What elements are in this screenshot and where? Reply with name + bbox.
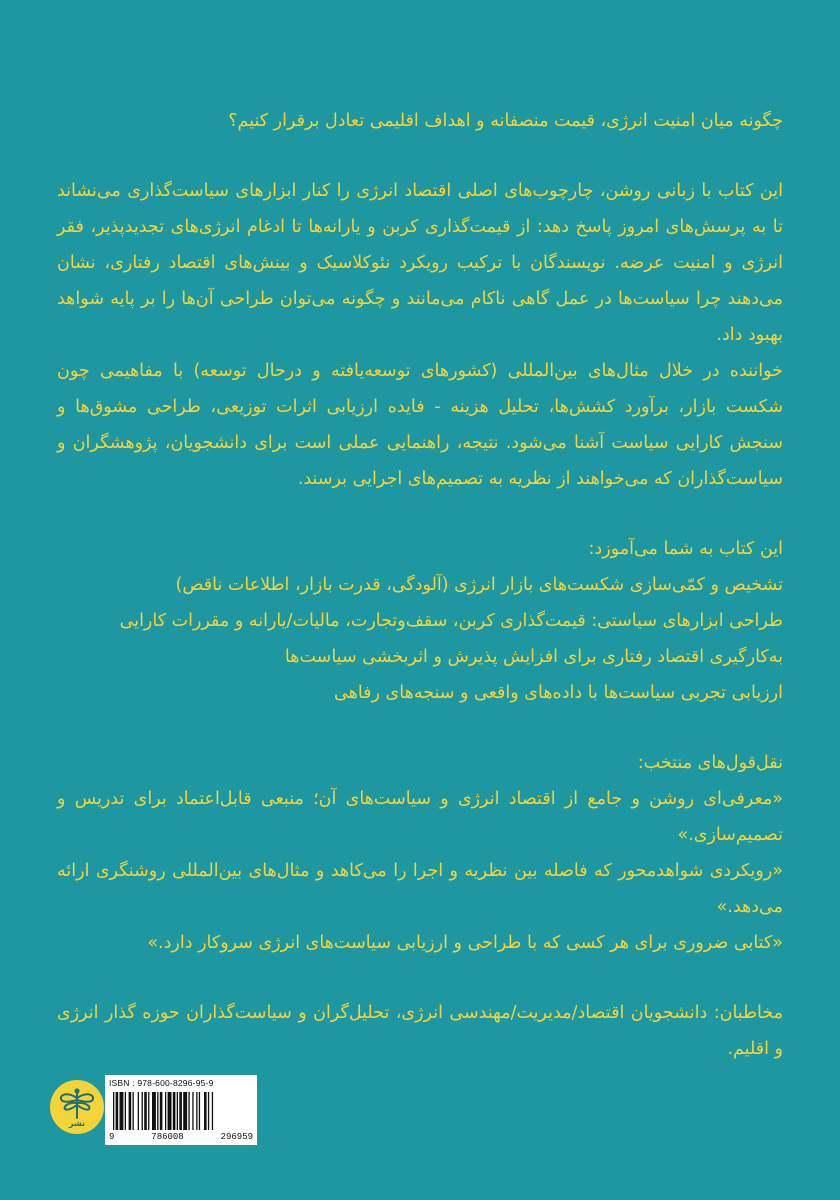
barcode-bar (125, 1092, 126, 1130)
learn-item: به‌کارگیری اقتصاد رفتاری برای افزایش پذیرش و اثربخشی سیاست‌ها (284, 647, 783, 667)
quote-item: «کتابی ضروری برای هر کسی که با طراحی و ارزیابی سیاست‌های انرژی سروکار دارد.» (147, 933, 783, 953)
learn-item: ارزیابی تجربی سیاست‌ها با داده‌های واقعی و سنجه‌های رفاهی (334, 683, 783, 703)
barcode-bar (168, 1092, 172, 1130)
barcode-bar (177, 1092, 178, 1130)
quote-item: «رویکردی شواهدمحور که فاصله بین نظریه و اجرا را می‌کاهد و مثال‌های بین‌المللی روشنگری ارائه می‌دهد.» (57, 861, 783, 917)
barcode-bar (142, 1092, 143, 1130)
barcode-bar (192, 1092, 193, 1130)
barcode-bar (212, 1092, 213, 1130)
barcode-bar (196, 1092, 197, 1130)
quotes-list (57, 781, 783, 961)
quotes-heading: نقل‌قول‌های منتخب: (637, 753, 783, 773)
barcode-first-digit: 9 (109, 1132, 115, 1142)
learn-item: طراحی ابزارهای سیاستی: قیمت‌گذاری کربن، سقف‌وتجارت، مالیات/یارانه و مقررات کارایی (119, 611, 783, 631)
learn-heading: این کتاب به شما می‌آموزد: (588, 539, 783, 559)
isbn-label: ISBN : 978-600-8296-95-9 (109, 1078, 214, 1088)
audience-text: مخاطبان: دانشجویان اقتصاد/مدیریت/مهندسی انرژی، تحلیل‌گران و سیاست‌گذاران حوزه گذار انرژی و اقلیم. (57, 1003, 783, 1059)
barcode-bar (199, 1092, 200, 1130)
intro-paragraph-2: خواننده در خلال مثال‌های بین‌المللی (کشورهای توسعه‌یافته و درحال توسعه) با مفاهیمی چون شکست بازار، برآورد کشش‌ها، تحلیل هزینه - فایده ارزیابی اثرات توزیعی، طراحی مشوق‌ها و سنجش کارایی سیاست آشنا می‌شود. نتیجه، راهنمایی عملی است برای دانشجویان، پژوهشگران و سیاست‌گذاران که می‌خواهند از نظریه به تصمیم‌های اجرایی برسند. (57, 361, 783, 489)
lead-question: چگونه میان امنیت انرژی، قیمت منصفانه و اهداف اقلیمی تعادل برقرار کنیم؟ (228, 111, 783, 131)
barcode-bar (160, 1092, 163, 1130)
barcode-bar (133, 1092, 134, 1130)
barcode-bar (179, 1092, 182, 1130)
barcode-right-group: 296959 (220, 1132, 253, 1142)
barcode-bar (165, 1092, 166, 1130)
barcode-bar (157, 1092, 158, 1130)
barcode-digits (109, 1132, 253, 1142)
barcode-bar (188, 1092, 189, 1130)
learn-list (57, 567, 783, 711)
intro-paragraph-1: این کتاب با زبانی روشن، چارچوب‌های اصلی اقتصاد انرژی را کنار ابزارهای سیاست‌گذاری می‌نشاند تا به پرسش‌های امروز پاسخ دهد: از قیمت‌گذاری کربن و یارانه‌ها تا ادغام انرژی‌های تجدیدپذیر، فقر انرژی و امنیت عرضه. نویسندگان با ترکیب رویکرد نئوکلاسیک و بینش‌های اقتصاد رفتاری، نشان می‌دهند چرا سیاست‌ها در عمل گاهی ناکام می‌مانند و چگونه می‌توان طراحی آن‌ها را بر پایه شواهد بهبود داد. (57, 181, 783, 345)
barcode-bar (116, 1092, 119, 1130)
learn-item: تشخیص و کمّی‌سازی شکست‌های بازار انرژی (آلودگی، قدرت بازار، اطلاعات ناقص) (175, 575, 783, 595)
barcode-bar (144, 1092, 147, 1130)
barcode-bar (173, 1092, 176, 1130)
barcode-bar (204, 1092, 207, 1130)
barcode-bar (148, 1092, 149, 1130)
barcode-bar (120, 1092, 124, 1130)
barcode-bar (208, 1092, 209, 1130)
quote-item: «معرفی‌ای روشن و جامع از اقتصاد انرژی و سیاست‌های آن؛ منبعی قابل‌اعتماد برای تدریس و تصمیم‌سازی.» (57, 789, 783, 845)
publisher-logo (50, 1080, 104, 1134)
barcode-bar (138, 1092, 139, 1130)
isbn-barcode (105, 1075, 257, 1145)
back-cover-text (57, 103, 783, 1067)
barcode-left-group: 786008 (151, 1132, 184, 1142)
barcode-bars (113, 1092, 249, 1130)
barcode-bar (129, 1092, 132, 1130)
publisher-name: نشر (68, 1119, 86, 1128)
barcode-bar (113, 1092, 114, 1130)
barcode-bar (183, 1092, 187, 1130)
barcode-bar (152, 1092, 156, 1130)
